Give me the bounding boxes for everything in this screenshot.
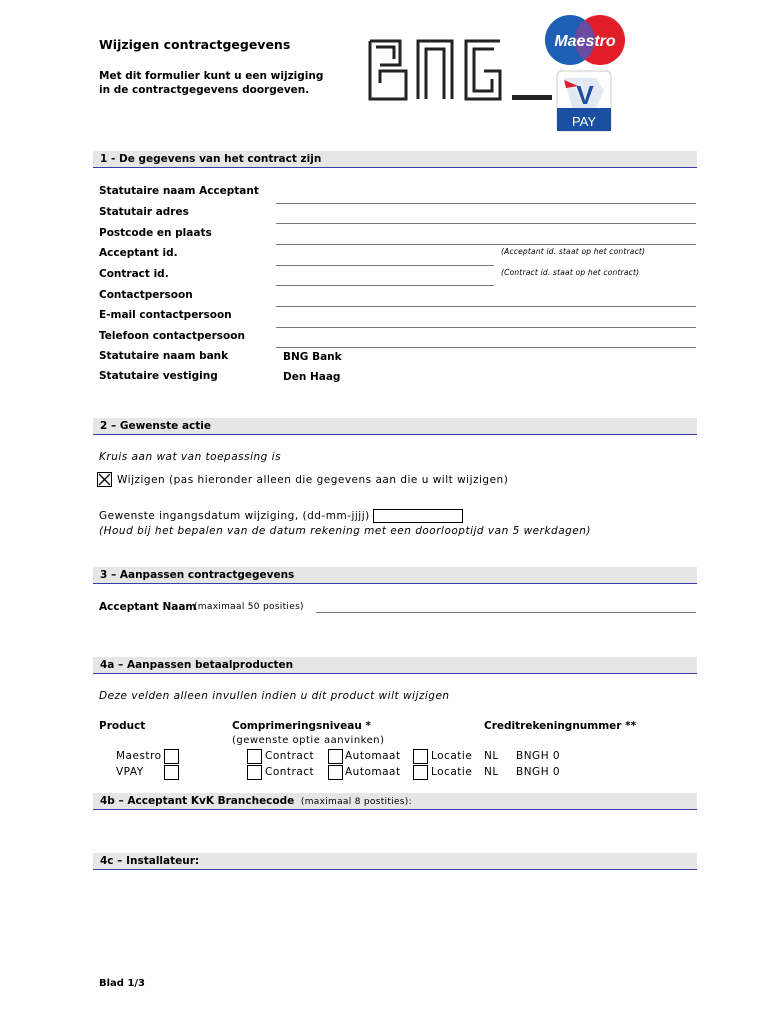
value-vestiging: Den Haag xyxy=(283,371,341,383)
maestro-account[interactable]: BNGH 0 xyxy=(516,750,561,762)
product-vpay-label: VPAY xyxy=(116,766,144,778)
vpay-locatie-label: Locatie xyxy=(431,766,473,778)
section-4a-header: 4a – Aanpassen betaalproducten xyxy=(93,657,697,674)
date-input[interactable] xyxy=(373,509,463,523)
col-compressie: Comprimeringsniveau * xyxy=(232,720,371,732)
label-acceptant-id: Acceptant id. xyxy=(99,247,178,259)
checkbox-vpay-automaat[interactable] xyxy=(328,765,343,780)
input-postcode[interactable] xyxy=(276,244,696,245)
col-product: Product xyxy=(99,720,146,732)
checkbox-maestro-contract[interactable] xyxy=(247,749,262,764)
input-statutair-adres[interactable] xyxy=(276,223,696,224)
label-email: E-mail contactpersoon xyxy=(99,309,232,321)
checkbox-product-maestro[interactable] xyxy=(164,749,179,764)
date-note: (Houd bij het bepalen van de datum rekening met een doorlooptijd van 5 werkdagen) xyxy=(99,525,592,537)
checkbox-wijzigen[interactable] xyxy=(97,472,112,487)
acceptant-naam-hint: (maximaal 50 posities) xyxy=(194,602,304,612)
vpay-account[interactable]: BNGH 0 xyxy=(516,766,561,778)
label-telefoon: Telefoon contactpersoon xyxy=(99,330,245,342)
option-wijzigen-label: Wijzigen (pas hieronder alleen die gegevens aan die u wilt wijzigen) xyxy=(117,474,509,486)
acceptant-id-note: (Acceptant id. staat op het contract) xyxy=(501,247,646,256)
section-4b-hint: (maximaal 8 postities): xyxy=(300,797,412,807)
vpay-text: PAY xyxy=(571,114,597,129)
acceptant-naam-label: Acceptant Naam xyxy=(99,601,197,613)
label-bank: Statutaire naam bank xyxy=(99,350,229,362)
checkmark-x-icon xyxy=(98,473,111,486)
label-postcode: Postcode en plaats xyxy=(99,227,212,239)
col-compressie-hint: (gewenste optie aanvinken) xyxy=(232,735,385,746)
vpay-v: V xyxy=(576,80,594,110)
intro-line-1: Met dit formulier kunt u een wijziging xyxy=(99,70,324,82)
input-contract-id[interactable] xyxy=(276,285,494,286)
contract-id-note: (Contract id. staat op het contract) xyxy=(501,268,640,277)
maestro-country: NL xyxy=(484,750,499,762)
section-4b-header xyxy=(93,793,697,810)
bng-logo xyxy=(366,37,556,103)
maestro-locatie-label: Locatie xyxy=(431,750,473,762)
maestro-text: Maestro xyxy=(554,33,616,50)
input-acceptant-id[interactable] xyxy=(276,265,494,266)
input-contactpersoon[interactable] xyxy=(276,306,696,307)
input-telefoon[interactable] xyxy=(276,347,696,348)
maestro-contract-label: Contract xyxy=(265,750,315,762)
date-label: Gewenste ingangsdatum wijziging, (dd-mm-jjjj) xyxy=(99,510,370,522)
vpay-logo xyxy=(556,70,612,132)
section-3-header: 3 – Aanpassen contractgegevens xyxy=(93,567,697,584)
checkbox-vpay-locatie[interactable] xyxy=(413,765,428,780)
page-title: Wijzigen contractgegevens xyxy=(99,37,291,52)
vpay-automaat-label: Automaat xyxy=(345,766,401,778)
intro-line-2: in de contractgegevens doorgeven. xyxy=(99,84,310,96)
label-statutaire-naam: Statutaire naam Acceptant xyxy=(99,185,259,197)
page-number: Blad 1/3 xyxy=(99,978,146,989)
vpay-contract-label: Contract xyxy=(265,766,315,778)
checkbox-maestro-locatie[interactable] xyxy=(413,749,428,764)
section-4c-header: 4c – Installateur: xyxy=(93,853,697,870)
maestro-logo xyxy=(542,13,628,67)
section-2-header: 2 – Gewenste actie xyxy=(93,418,697,435)
maestro-automaat-label: Automaat xyxy=(345,750,401,762)
label-vestiging: Statutaire vestiging xyxy=(99,370,218,382)
section-4a-instruction: Deze velden alleen invullen indien u dit product wilt wijzigen xyxy=(99,690,450,702)
input-email[interactable] xyxy=(276,327,696,328)
checkbox-vpay-contract[interactable] xyxy=(247,765,262,780)
vpay-country: NL xyxy=(484,766,499,778)
input-acceptant-naam[interactable] xyxy=(316,612,696,613)
col-credit: Creditrekeningnummer ** xyxy=(484,720,637,732)
section-4b-title: 4b – Acceptant KvK Branchecode xyxy=(100,795,295,807)
product-maestro-label: Maestro xyxy=(116,750,162,762)
section-2-instruction: Kruis aan wat van toepassing is xyxy=(99,451,282,463)
label-statutair-adres: Statutair adres xyxy=(99,206,189,218)
value-bank: BNG Bank xyxy=(283,351,342,363)
label-contract-id: Contract id. xyxy=(99,268,169,280)
checkbox-maestro-automaat[interactable] xyxy=(328,749,343,764)
section-1-header: 1 - De gegevens van het contract zijn xyxy=(93,151,697,168)
checkbox-product-vpay[interactable] xyxy=(164,765,179,780)
input-statutaire-naam[interactable] xyxy=(276,203,696,204)
label-contactpersoon: Contactpersoon xyxy=(99,289,193,301)
